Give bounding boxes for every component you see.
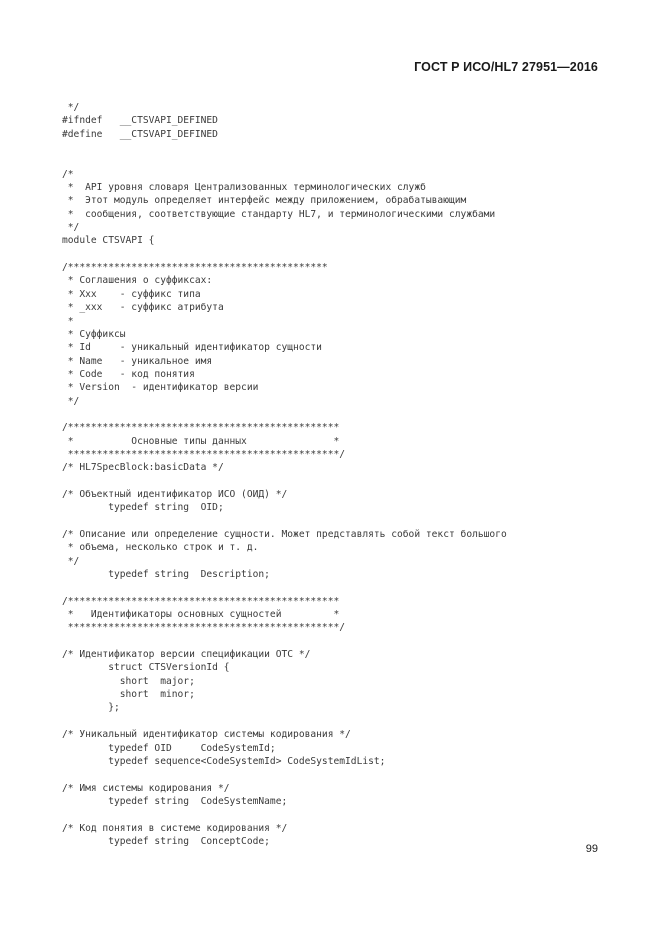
code-line: * Code - код понятия (62, 368, 195, 380)
code-line (62, 141, 622, 154)
code-line: #ifndef __CTSVAPI_DEFINED (62, 115, 218, 127)
code-line (62, 515, 622, 528)
code-line (62, 475, 622, 488)
code-line: typedef OID CodeSystemId; (62, 742, 276, 754)
code-line: typedef string OID; (62, 502, 224, 514)
code-line: * Xxx - суффикс типа (62, 288, 201, 300)
code-line: * _xxx - суффикс атрибута (62, 302, 224, 314)
code-line: */ (62, 395, 80, 407)
code-line: * Суффиксы (62, 328, 126, 340)
code-line: typedef sequence<CodeSystemId> CodeSystemIdList; (62, 755, 386, 767)
code-line: /* Описание или определение сущности. Может представлять собой текст большого (62, 529, 507, 540)
code-line: module CTSVAPI { (62, 235, 155, 247)
code-line: */ (62, 102, 80, 113)
code-line: */ (62, 555, 80, 567)
code-line: short major; (62, 675, 195, 687)
page-number: 99 (585, 843, 598, 855)
code-line: short minor; (62, 689, 195, 701)
code-line: /* HL7SpecBlock:basicData */ (62, 462, 224, 474)
code-line: * Version - идентификатор версии (62, 382, 259, 394)
code-line: #define __CTSVAPI_DEFINED (62, 128, 218, 140)
code-line: * Соглашения о суффиксах: (62, 275, 213, 287)
code-line: typedef string ConceptCode; (62, 835, 270, 847)
code-line: typedef string CodeSystemName; (62, 795, 288, 807)
code-line: struct CTSVersionId { (62, 662, 230, 674)
document-header: ГОСТ Р ИСО/HL7 27951—2016 (414, 60, 598, 74)
code-line: * Этот модуль определяет интерфейс между приложением, обрабатывающим (62, 195, 467, 207)
code-line: * (62, 315, 74, 327)
code-line (62, 635, 622, 648)
code-line (62, 768, 622, 781)
code-line (62, 154, 622, 167)
code-line: ***********************************************/ (62, 448, 346, 460)
code-line: /* Объектный идентификатор ИСО (ОИД) */ (62, 488, 288, 500)
code-line (62, 408, 622, 421)
code-line: /********************************************* (62, 262, 328, 274)
code-line: ***********************************************/ (62, 622, 346, 634)
code-line: * Name - уникальное имя (62, 355, 213, 367)
code-line (62, 808, 622, 821)
code-listing (62, 101, 622, 848)
code-line: * объема, несколько строк и т. д. (62, 542, 259, 554)
code-line (62, 715, 622, 728)
code-line: * Основные типы данных * (62, 435, 340, 447)
code-line (62, 581, 622, 594)
code-line: /* Идентификатор версии спецификации OTC */ (62, 649, 311, 661)
code-line: /*********************************************** (62, 595, 340, 607)
code-line: /* Код понятия в системе кодирования */ (62, 822, 288, 834)
code-line: /* Имя системы кодирования */ (62, 782, 230, 794)
code-line: */ (62, 222, 80, 234)
code-line: * API уровня словаря Централизованных терминологических служб (62, 182, 426, 194)
code-line: }; (62, 702, 120, 714)
code-line: /* Уникальный идентификатор системы кодирования */ (62, 729, 351, 741)
code-line: * Идентификаторы основных сущностей * (62, 609, 340, 621)
code-line: /* (62, 168, 74, 180)
code-line: * сообщения, соответствующие стандарту HL7, и терминологическими службами (62, 208, 496, 220)
code-line: typedef string Description; (62, 569, 270, 581)
code-line (62, 248, 622, 261)
code-line: * Id - уникальный идентификатор сущности (62, 342, 322, 354)
code-line: /*********************************************** (62, 422, 340, 434)
